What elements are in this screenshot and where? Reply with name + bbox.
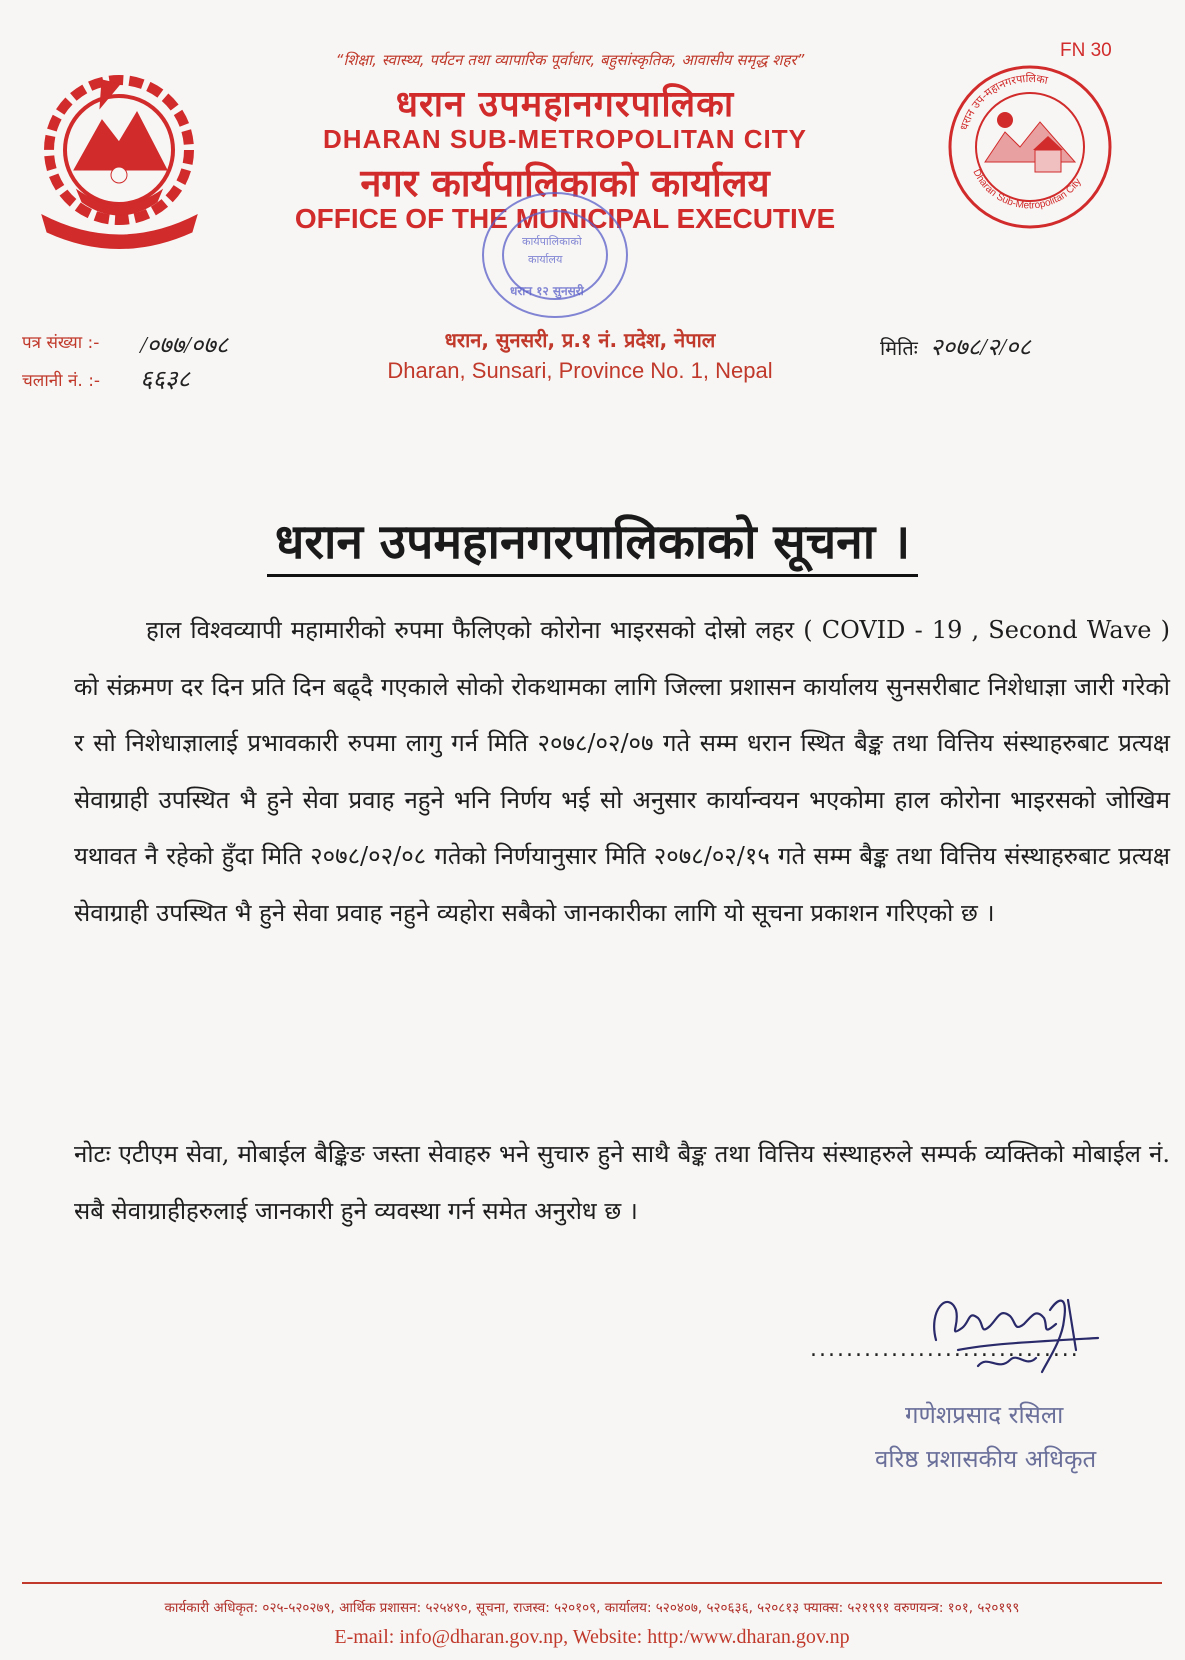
office-name-nepali: नगर कार्यपालिकाको कार्यालय xyxy=(360,161,770,205)
date-label: मितिः xyxy=(880,336,918,360)
svg-text:कार्यालय: कार्यालय xyxy=(528,253,563,266)
motto: “शिक्षा, स्वास्थ्य, पर्यटन तथा व्यापारिक पूर्वाधार, बहुसांस्कृतिक, आवासीय समृद्ध शहर” xyxy=(335,51,805,69)
org-name-nepali: धरान उपमहानगरपालिका xyxy=(395,84,735,125)
signature-line: .............................. xyxy=(810,1337,1080,1362)
svg-text:धरान १२ सुनसरी: धरान १२ सुनसरी xyxy=(510,284,584,298)
date xyxy=(880,330,1031,363)
footer-email-website: E-mail: info@dharan.gov.np, Website: http:/www.dharan.gov.np xyxy=(334,1626,850,1648)
letter-number-label: पत्र संख्या :- xyxy=(22,333,100,353)
footer-contacts: कार्यकारी अधिकृत: ०२५-५२०२७९, आर्थिक प्रशासन: ५२५४९०, सूचना, राजस्व: ५२०१०९, कार्यालय: ५२०४०७, ५२०६३६, ५२०८१३ फ्याक्स: ५२१९९१ वरुणयन्त्र: १०१, ५२०१९९ xyxy=(164,1600,1020,1616)
notice-paragraph-main: हाल विश्वव्यापी महामारीको रुपमा फैलिएको कोरोना भाइरसको दोस्रो लहर ( COVID - 19 , Second Wave ) को संक्रमण दर दिन प्रति दिन बढ्दै गएकाले सोको रोकथामका लागि जिल्ला प्रशासन कार्यालय सुनसरीबाट निशेधाज्ञा जारी गरेको र सो निशेधाज्ञालाई प्रभावकारी रुपमा लागु गर्न मिति २०७८/०२/०७ गते सम्म धरान स्थित बैङ्क तथा वित्तिय संस्थाहरुबाट प्रत्यक्ष सेवाग्राही उपस्थित भै हुने सेवा प्रवाह नहुने भनि निर्णय भई सो अनुसार कार्यान्वयन भएकोमा हाल कोरोना भाइरसको जोखिम यथावत नै रहेको हुँदा मिति २०७८/०२/०८ गतेको निर्णयानुसार मिति २०७८/०२/१५ गते सम्म बैङ्क तथा वित्तिय संस्थाहरुबाट प्रत्यक्ष सेवाग्राही उपस्थित भै हुने सेवा प्रवाह नहुने व्यहोरा सबैको जानकारीका लागि यो सूचना प्रकाशन गरिएको छ । xyxy=(74,616,1170,927)
org-name-english: DHARAN SUB-METROPOLITAN CITY xyxy=(323,124,807,154)
notice-paragraph-note: नोटः एटीएम सेवा, मोबाईल बैङ्किङ जस्ता सेवाहरु भने सुचारु हुने साथै बैङ्क तथा वित्तिय संस्थाहरुले सम्पर्क व्यक्तिको मोबाईल नं. सबै सेवाग्राहीहरुलाई जानकारी हुने व्यवस्था गर्न समेत अनुरोध छ । xyxy=(74,1140,1170,1225)
dispatch-number-label: चलानी नं. :- xyxy=(22,371,101,391)
svg-text:कार्यपालिकाको: कार्यपालिकाको xyxy=(522,235,582,248)
address-nepali: धरान, सुनसरी, प्र.१ नं. प्रदेश, नेपाल xyxy=(444,328,716,352)
nepal-emblem-icon xyxy=(22,50,217,250)
form-number: FN 30 xyxy=(1060,40,1112,61)
signatory-title: वरिष्ठ प्रशासकीय अधिकृत xyxy=(875,1445,1097,1473)
svg-text:धरान उप-महानगरपालिका: धरान उप-महानगरपालिका xyxy=(957,71,1049,132)
signatory-name: गणेशप्रसाद रसिला xyxy=(905,1401,1064,1429)
city-seal-icon xyxy=(945,62,1115,232)
notice-heading xyxy=(0,508,1185,573)
address-english: Dharan, Sunsari, Province No. 1, Nepal xyxy=(387,358,773,383)
notice-heading-text: धरान उपमहानगरपालिकाको सूचना । xyxy=(267,514,918,577)
date-value: २०७८/२/०८ xyxy=(930,335,1031,361)
letter-number-value: /०७७/०७८ xyxy=(140,333,229,359)
footer-divider xyxy=(22,1582,1162,1584)
dispatch-number-value: ६६३८ xyxy=(140,367,190,393)
svg-text:Dharan Sub-Metropolitan City: Dharan Sub-Metropolitan City xyxy=(970,167,1084,212)
signature-icon xyxy=(918,1280,1118,1390)
office-stamp-icon xyxy=(470,185,650,330)
office-name-english: OFFICE OF THE MUNICIPAL EXECUTIVE xyxy=(294,203,836,234)
